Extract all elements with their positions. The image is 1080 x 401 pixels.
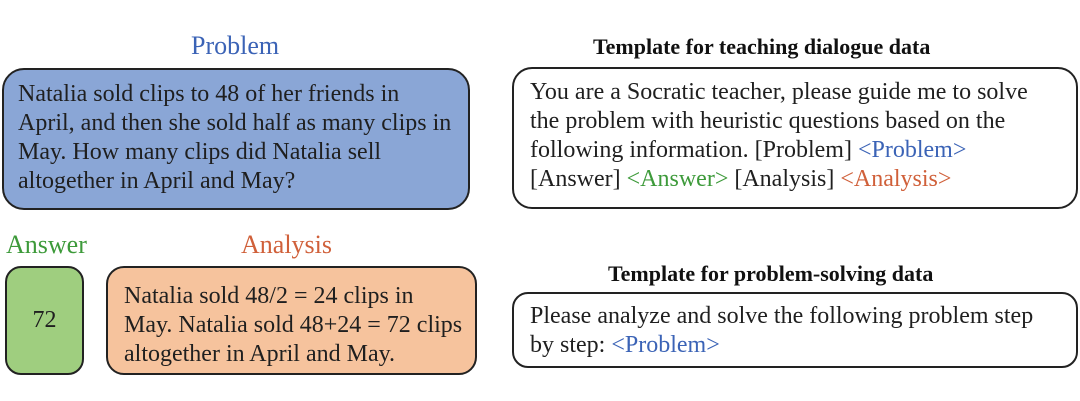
dialogue-answer-tag: <Answer> (626, 166, 729, 192)
solving-template-heading: Template for problem-solving data (608, 261, 934, 286)
solving-template-text: Please analyze and solve the following problem step by step: (530, 303, 1034, 358)
answer-label: Answer (6, 230, 87, 259)
dialogue-problem-tag: <Problem> (857, 137, 967, 163)
dialogue-template-text: You are a Socratic teacher, please guide me to solve the problem with heuristic questions based on the following information. [Problem] (530, 79, 1028, 163)
answer-box (5, 266, 84, 375)
problem-box (2, 68, 470, 210)
dialogue-analysis-prefix: [Analysis] (728, 166, 841, 192)
dialogue-template-box (512, 67, 1078, 209)
dialogue-analysis-tag: <Analysis> (840, 166, 952, 192)
dialogue-template-heading: Template for teaching dialogue data (593, 34, 931, 59)
analysis-text: Natalia sold 48/2 = 24 clips in May. Natalia sold 48+24 = 72 clips altogether in April and May. (124, 283, 463, 367)
answer-value: 72 (32, 307, 57, 333)
solving-problem-tag: <Problem> (611, 332, 720, 358)
analysis-label: Analysis (241, 230, 332, 259)
problem-text: Natalia sold clips to 48 of her friends in April, and then she sold half as many clips in May. How many clips did Natalia sell altogether in April and May? (18, 81, 452, 194)
analysis-box (106, 266, 477, 375)
solving-template-box (512, 292, 1078, 368)
dialogue-answer-prefix: [Answer] (530, 166, 627, 192)
problem-label: Problem (191, 31, 280, 60)
